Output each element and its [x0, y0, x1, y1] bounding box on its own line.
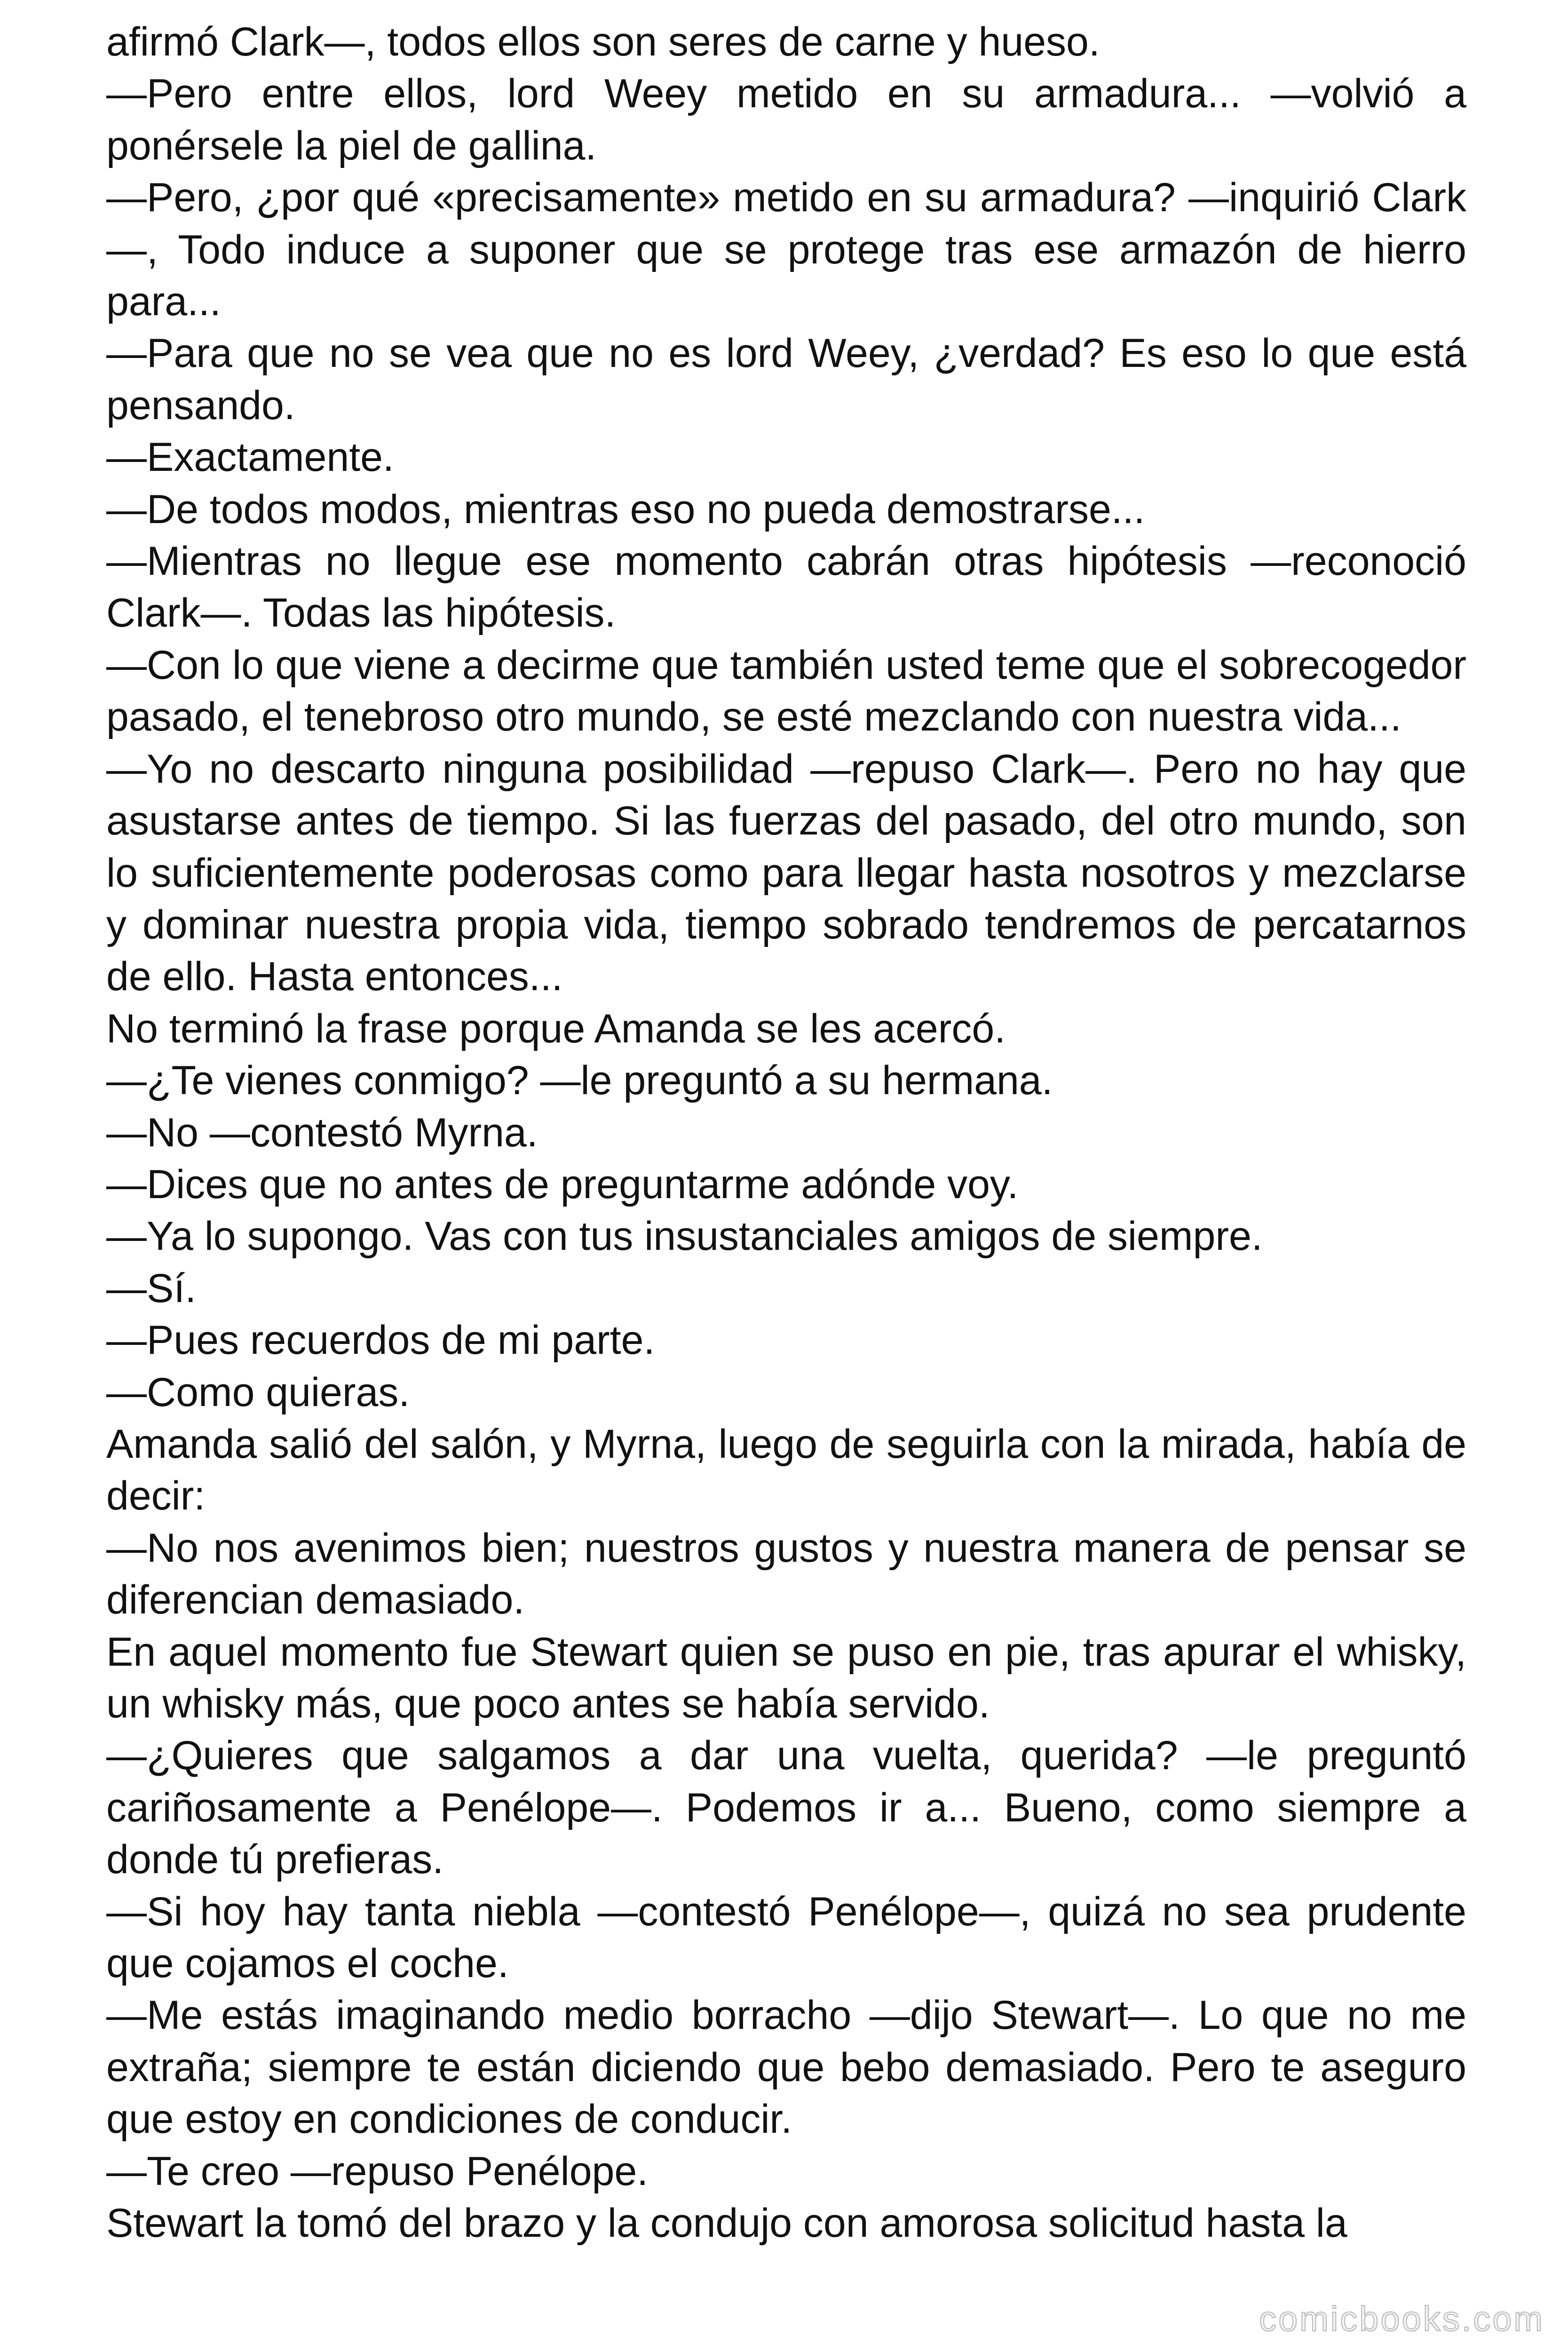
paragraph: —Pues recuerdos de mi parte.	[106, 1318, 655, 1363]
paragraph: En aquel momento fue Stewart quien se puso en pie, tras apurar el whisky, un whisky más, que poco antes se había servido.	[106, 1629, 1466, 1726]
paragraph: —¿Quieres que salgamos a dar una vuelta, querida? —le preguntó cariñosamente a Penélope—. Podemos ir a... Bueno, como siempre a donde tú prefieras.	[106, 1733, 1466, 1883]
paragraph: —Mientras no llegue ese momento cabrán otras hipótesis —reconoció Clark—. Todas las hipótesis.	[106, 539, 1466, 636]
paragraph: —Pero entre ellos, lord Weey metido en su armadura... —volvió a ponérsele la piel de gallina.	[106, 71, 1466, 168]
paragraph: —De todos modos, mientras eso no pueda demostrarse...	[106, 486, 1145, 532]
paragraph: —Pero, ¿por qué «precisamente» metido en su armadura? —inquirió Clark—, Todo induce a suponer que se protege tras ese armazón de hierro para...	[106, 175, 1466, 325]
paragraph: —Yo no descarto ninguna posibilidad —repuso Clark—. Pero no hay que asustarse antes de tiempo. Si las fuerzas del pasado, del otro mundo, son lo suficientemente poderosas como para llegar hasta nosotros y mezclarse y dominar nuestra propia vida, tiempo sobrado tendremos de percatarnos de ello. Hasta entonces...	[106, 746, 1466, 1000]
paragraph: afirmó Clark—, todos ellos son seres de carne y hueso.	[106, 19, 1100, 64]
paragraph: —No nos avenimos bien; nuestros gustos y nuestra manera de pensar se diferencian demasiado.	[106, 1525, 1466, 1623]
paragraph: —Con lo que viene a decirme que también usted teme que el sobrecogedor pasado, el tenebroso otro mundo, se esté mezclando con nuestra vida...	[106, 642, 1466, 740]
paragraph: —Te creo —repuso Penélope.	[106, 2148, 649, 2194]
paragraph: —Dices que no antes de preguntarme adónde voy.	[106, 1161, 1019, 1207]
paragraph: —Exactamente.	[106, 435, 394, 480]
paragraph: —¿Te vienes conmigo? —le preguntó a su hermana.	[106, 1058, 1053, 1104]
paragraph: Amanda salió del salón, y Myrna, luego de seguirla con la mirada, había de decir:	[106, 1421, 1466, 1519]
paragraph: —Como quieras.	[106, 1369, 410, 1415]
body-text	[106, 16, 1466, 2249]
paragraph: —Me estás imaginando medio borracho —dijo Stewart—. Lo que no me extraña; siempre te están diciendo que bebo demasiado. Pero te aseguro que estoy en condiciones de conducir.	[106, 1993, 1466, 2142]
paragraph: No terminó la frase porque Amanda se les acercó.	[106, 1006, 1006, 1051]
paragraph: —Si hoy hay tanta niebla —contestó Penélope—, quizá no sea prudente que cojamos el coche.	[106, 1889, 1466, 1986]
paragraph: Stewart la tomó del brazo y la condujo con amorosa solicitud hasta la	[106, 2201, 1347, 2246]
paragraph: —Para que no se vea que no es lord Weey, ¿verdad? Es eso lo que está pensando.	[106, 331, 1466, 428]
paragraph: —No —contestó Myrna.	[106, 1110, 538, 1155]
paragraph: —Ya lo supongo. Vas con tus insustanciales amigos de siempre.	[106, 1214, 1263, 1259]
paragraph: —Sí.	[106, 1265, 197, 1311]
watermark: comicbooks.com	[1259, 2299, 1544, 2338]
